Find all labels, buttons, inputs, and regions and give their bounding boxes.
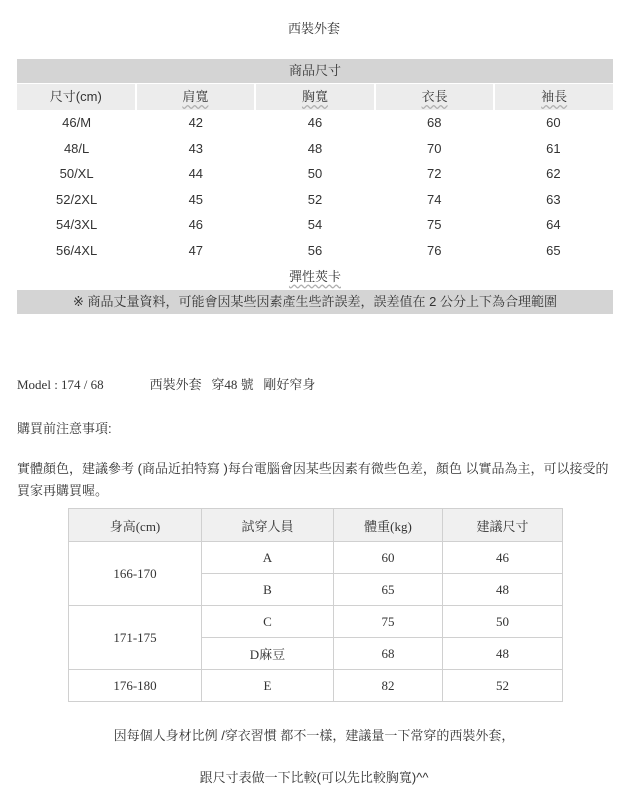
size-cell: 44 [188,166,204,182]
size-cell: 47 [188,242,204,258]
size-cell: 64 [546,217,561,233]
size-cell: 48/L [63,140,90,156]
size-cell: 46 [188,217,204,233]
size-cell: 46/M [62,115,92,130]
size-cell: 56/4XL [56,242,98,258]
footer-line-1: 因每個人身材比例 /穿衣習慣 都不一樣，建議量一下常穿的西裝外套， [113,728,515,743]
material-label: 彈性莢卡 [288,268,341,284]
size-cell: 50/XL [59,166,94,182]
try-name-cell: A [202,542,334,574]
size-row [17,110,613,136]
measurement-note: ※ 商品丈量資料，可能會因某些因素產生些許誤差，誤差值在 2 公分上下為合理範圍 [17,290,613,314]
height-range: 171-175 [69,606,202,670]
footer-line-2: 跟尺寸表做一下比較(可以先比較胸寬)^^ [199,770,429,785]
try-name-cell: D麻豆 [202,638,334,670]
size-row [17,161,613,187]
size-cell: 46 [307,115,323,130]
size-cell: 42 [188,115,204,130]
size-column-headers [17,83,613,110]
size-cell: 76 [426,242,442,258]
try-weight-cell: 68 [334,638,443,670]
size-table [17,59,613,314]
try-header-person: 試穿人員 [202,509,334,542]
column-shoulder: 肩寬 [182,89,209,104]
column-chest: 胸寬 [301,89,328,104]
size-cell: 65 [546,242,561,258]
size-cell: 63 [546,191,561,207]
size-row [17,187,613,213]
size-cell: 61 [546,140,561,156]
size-row [17,238,613,264]
size-cell: 74 [426,191,442,207]
height-range: 176-180 [69,670,202,702]
column-sleeve: 袖長 [541,89,568,104]
model-label: Model : 174 / 68 [17,377,104,392]
try-name-cell: B [202,574,334,606]
size-cell: 72 [426,166,442,182]
size-cell: 68 [426,115,442,130]
try-weight-cell: 65 [334,574,443,606]
model-desc: 西裝外套 穿48 號 剛好窄身 [149,377,316,392]
height-range: 166-170 [69,542,202,606]
size-cell: 52/2XL [56,191,98,207]
table-row [69,606,563,638]
size-cell: 60 [546,115,561,130]
try-weight-cell: 60 [334,542,443,574]
size-cell: 43 [188,140,204,156]
try-size-cell: 52 [443,670,563,702]
try-name-cell: E [202,670,334,702]
model-info [17,374,315,393]
try-header-size: 建議尺寸 [443,509,563,542]
size-cell: 54 [307,217,323,233]
try-size-cell: 46 [443,542,563,574]
try-header-weight: 體重(kg) [334,509,443,542]
column-size: 尺寸(cm) [17,84,137,110]
size-cell: 50 [307,166,323,182]
size-table-header: 商品尺寸 [17,59,613,83]
page-title: 西裝外套 [287,21,340,36]
table-row [69,670,563,702]
try-on-table [68,508,563,702]
table-row [69,542,563,574]
notice-title: 購買前注意事項: [17,421,112,436]
try-weight-cell: 82 [334,670,443,702]
try-header-height: 身高(cm) [69,509,202,542]
size-cell: 70 [426,140,442,156]
size-cell: 45 [188,191,204,207]
size-cell: 56 [307,242,323,258]
try-size-cell: 50 [443,606,563,638]
color-note: 實體顏色，建議參考 (商品近拍特寫 )每台電腦會因某些因素有微些色差，顏色 以實品為主，可以接受的買家再購買喔。 [17,461,609,498]
size-cell: 48 [307,140,323,156]
column-length: 衣長 [421,89,448,104]
try-size-cell: 48 [443,574,563,606]
size-row [17,212,613,238]
size-cell: 52 [307,191,323,207]
try-size-cell: 48 [443,638,563,670]
try-name-cell: C [202,606,334,638]
try-weight-cell: 75 [334,606,443,638]
size-cell: 62 [546,166,561,182]
size-cell: 75 [426,217,442,233]
size-row [17,136,613,162]
size-cell: 54/3XL [56,217,98,233]
